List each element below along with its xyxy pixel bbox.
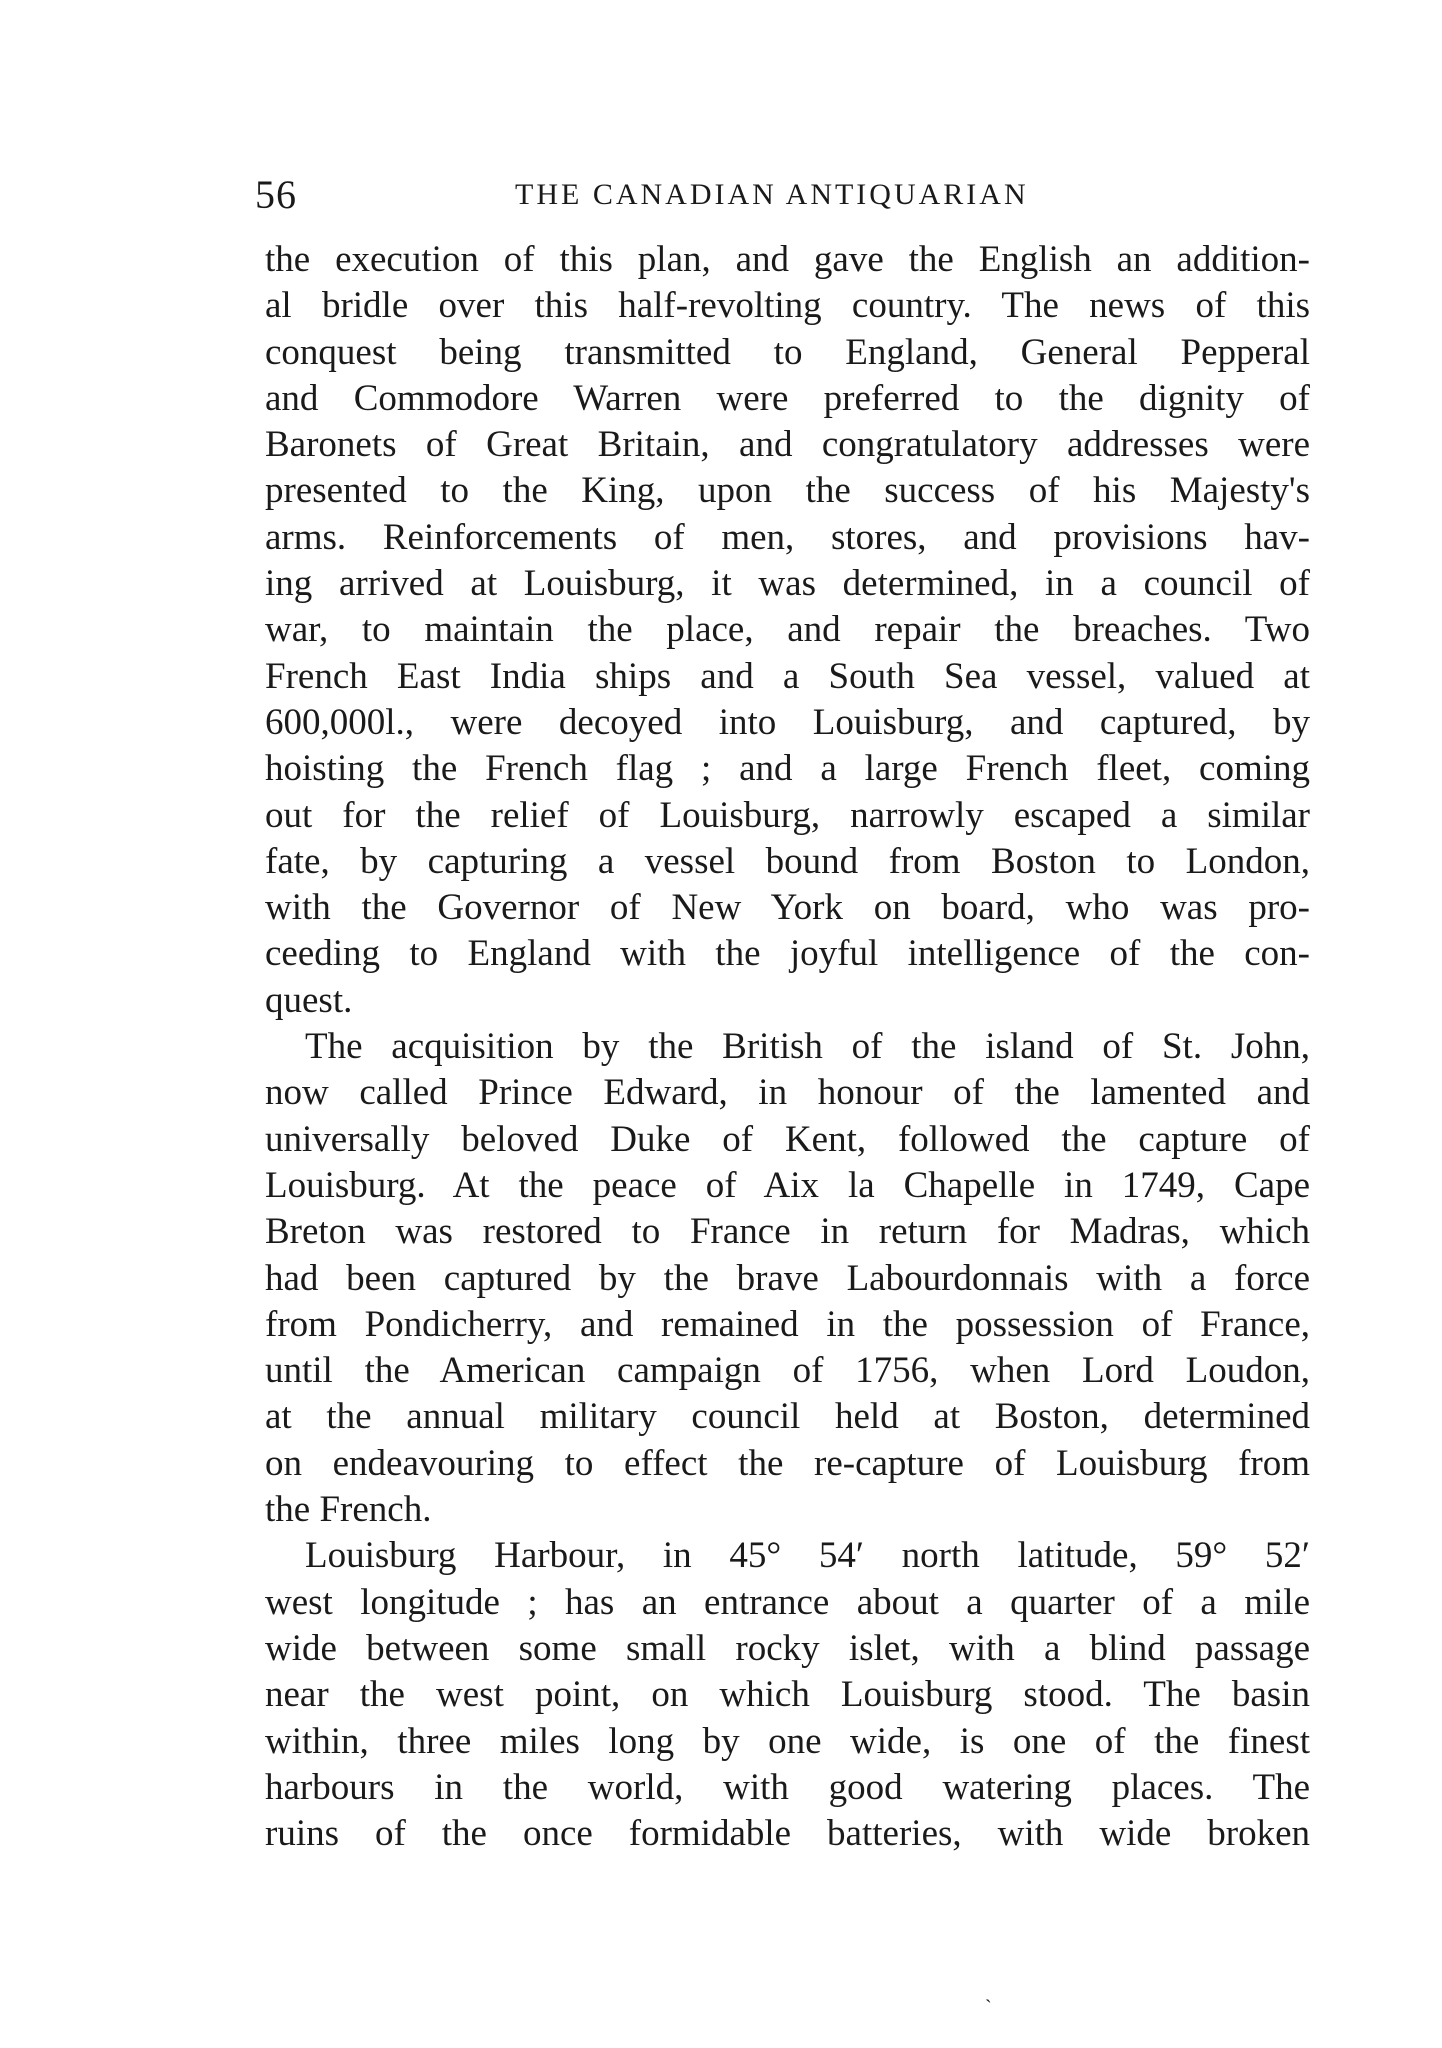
text-line: west longitude ; has an entrance about a quarter of a mile — [265, 1581, 1310, 1623]
text-line: al bridle over this half-revolting country. The news of this — [265, 285, 1310, 327]
text-line: fate, by capturing a vessel bound from Boston to London, — [265, 840, 1310, 882]
text-line: arms. Reinforcements of men, stores, and provisions hav- — [265, 516, 1310, 558]
text-line: The acquisition by the British of the island of St. John, — [305, 1026, 1310, 1068]
text-line: at the annual military council held at Boston, determined — [265, 1396, 1310, 1438]
text-line: within, three miles long by one wide, is one of the finest — [265, 1720, 1310, 1762]
paragraph-1 — [265, 237, 1310, 1024]
running-head — [255, 165, 1312, 225]
text-line: universally beloved Duke of Kent, followed the capture of — [265, 1118, 1310, 1160]
text-line: now called Prince Edward, in honour of the lamented and — [265, 1072, 1310, 1114]
text-line: harbours in the world, with good watering places. The — [265, 1766, 1310, 1808]
text-line: presented to the King, upon the success of his Majesty's — [265, 470, 1310, 512]
text-line: the execution of this plan, and gave the English an addition- — [265, 239, 1310, 280]
text-line: hoisting the French flag ; and a large French fleet, coming — [265, 748, 1310, 790]
text-line: until the American campaign of 1756, when Lord Loudon, — [265, 1350, 1310, 1392]
text-line: out for the relief of Louisburg, narrowly escaped a similar — [265, 794, 1310, 836]
body-text — [265, 237, 1310, 1857]
stray-print-mark: ˎ — [985, 1981, 992, 2003]
page-number: 56 — [255, 172, 297, 217]
text-line: ruins of the once formidable batteries, with wide broken — [265, 1813, 1310, 1855]
text-line: Baronets of Great Britain, and congratulatory addresses were — [265, 424, 1310, 466]
text-line: French East India ships and a South Sea vessel, valued at — [265, 655, 1310, 697]
text-line: quest. — [265, 979, 353, 1021]
text-line: Louisburg Harbour, in 45° 54′ north latitude, 59° 52′ — [305, 1535, 1310, 1577]
text-line: had been captured by the brave Labourdonnais with a force — [265, 1257, 1310, 1299]
text-line: on endeavouring to effect the re-capture of Louisburg from — [265, 1442, 1310, 1484]
running-title: THE CANADIAN ANTIQUARIAN — [515, 178, 1029, 211]
paragraph-3 — [265, 1533, 1310, 1857]
text-line: and Commodore Warren were preferred to the dignity of — [265, 377, 1310, 419]
text-line: 600,000l., were decoyed into Louisburg, and captured, by — [265, 701, 1310, 743]
text-line: from Pondicherry, and remained in the possession of France, — [265, 1303, 1310, 1345]
text-line: ceeding to England with the joyful intelligence of the con- — [265, 933, 1310, 975]
paragraph-2 — [265, 1024, 1310, 1533]
text-line: with the Governor of New York on board, who was pro- — [265, 887, 1310, 929]
text-line: war, to maintain the place, and repair the breaches. Two — [265, 609, 1310, 651]
text-line: Louisburg. At the peace of Aix la Chapelle in 1749, Cape — [265, 1164, 1310, 1206]
text-line: ing arrived at Louisburg, it was determined, in a council of — [265, 563, 1310, 605]
text-line: conquest being transmitted to England, General Pepperal — [265, 331, 1310, 373]
text-line: Breton was restored to France in return for Madras, which — [265, 1211, 1310, 1253]
text-line: the French. — [265, 1489, 432, 1531]
text-line: wide between some small rocky islet, with a blind passage — [265, 1627, 1310, 1669]
text-line: near the west point, on which Louisburg stood. The basin — [265, 1674, 1310, 1716]
